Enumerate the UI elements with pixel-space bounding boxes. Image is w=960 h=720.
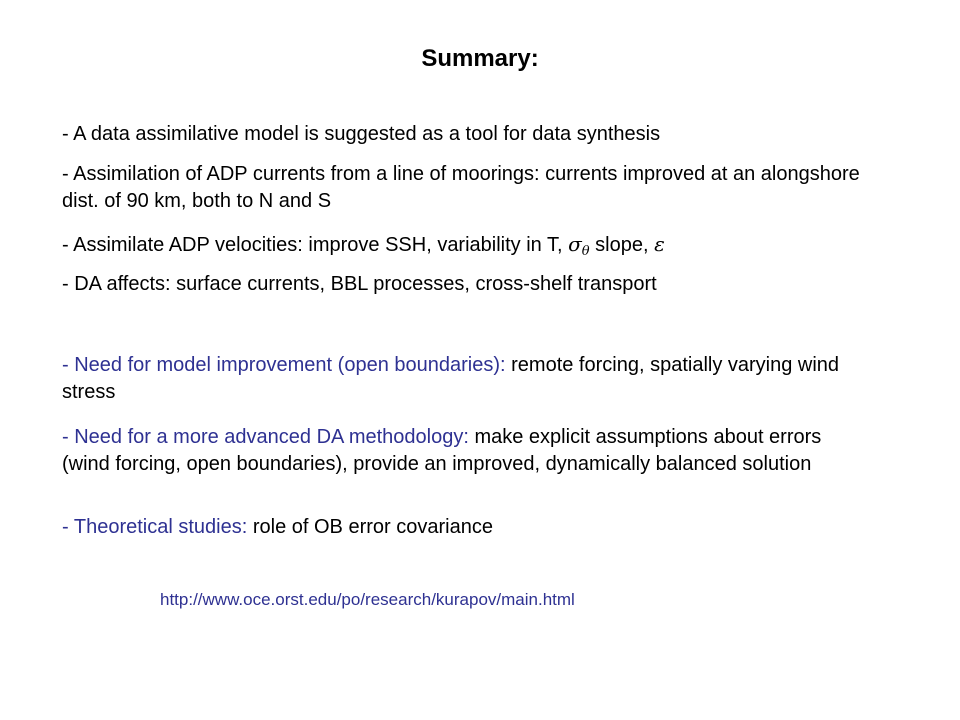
bullet-detail: role of OB error covariance [252, 516, 493, 538]
bullet-model-improvement [62, 352, 862, 406]
research-url-link[interactable]: http://www.oce.orst.edu/po/research/kurapov/main.html [160, 590, 575, 609]
bullet-heading: - Theoretical studies: [62, 516, 248, 538]
bullet-theoretical-studies [62, 514, 862, 541]
bullet-detail: remote forcing, spatially varying wind stress [62, 354, 840, 403]
sigma-symbol: σ [568, 232, 582, 256]
bullet-assimilate-velocities [62, 231, 862, 265]
bullet-heading: - Need for model improvement (open boundaries): [62, 354, 506, 376]
slope-text: slope, [595, 234, 649, 256]
slide-title: Summary: [421, 45, 539, 72]
bullet-adp-assimilation: - Assimilation of ADP currents from a line of moorings: currents improved at an alongshore dist. of 90 km, both to N and S [62, 163, 860, 212]
bullet-heading: - Need for a more advanced DA methodology: [62, 426, 469, 448]
bullet-data-synthesis: - A data assimilative model is suggested as a tool for data synthesis [62, 123, 661, 145]
bullet-da-methodology [62, 424, 862, 478]
theta-subscript: θ [581, 244, 590, 259]
bullet-da-affects: - DA affects: surface currents, BBL processes, cross-shelf transport [62, 273, 657, 295]
bullet-detail: make explicit assumptions about errors (wind forcing, open boundaries), provide an improved, dynamically balanced solution [62, 426, 822, 475]
bullet-text: - Assimilate ADP velocities: improve SSH, variability in T, [62, 234, 563, 256]
epsilon-symbol: ε [654, 232, 665, 256]
